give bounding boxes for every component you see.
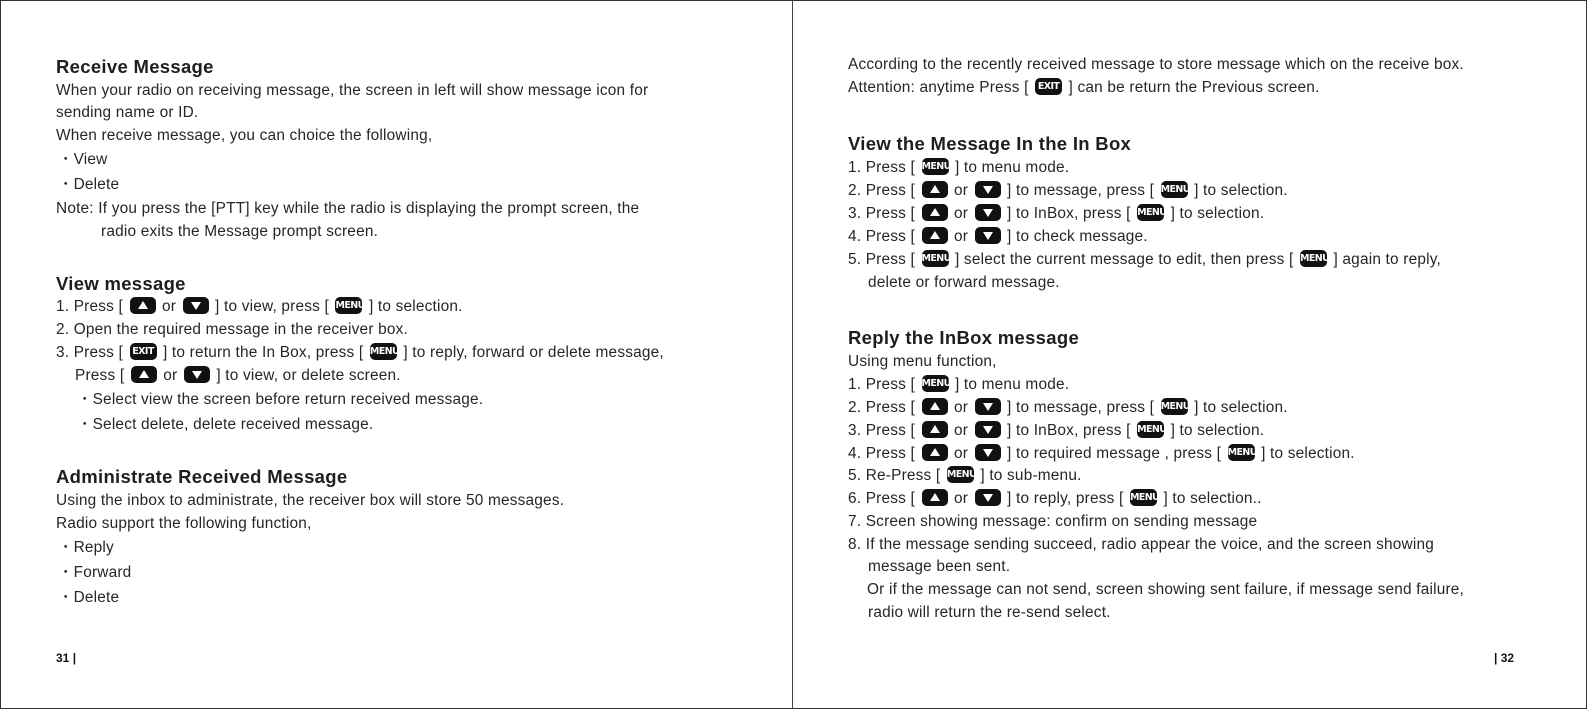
step-text: 5. Re-Press [ bbox=[848, 467, 941, 484]
reply-step-6 bbox=[848, 489, 1262, 509]
step-text: or bbox=[953, 205, 969, 222]
menu-key-icon bbox=[1299, 250, 1330, 267]
page-number-right: | 32 bbox=[1494, 651, 1515, 665]
step-text: ] to selection. bbox=[1170, 422, 1265, 439]
up-arrow-key-icon bbox=[922, 398, 948, 415]
step-text: 5. Press [ bbox=[848, 251, 916, 268]
step-text: or bbox=[953, 228, 969, 245]
down-arrow-key-icon bbox=[975, 489, 1001, 506]
menu-key-icon bbox=[946, 466, 977, 483]
view-bullet-select-view: ・Select view the screen before return received message. bbox=[77, 391, 484, 408]
view-bullet-select-delete: ・Select delete, delete received message. bbox=[77, 416, 374, 433]
administrate-line-2: Radio support the following function, bbox=[56, 515, 312, 532]
step-text: or bbox=[953, 422, 969, 439]
menu-key-icon bbox=[1161, 181, 1188, 198]
step-text: ] to InBox, press [ bbox=[1007, 205, 1131, 222]
down-arrow-key-icon bbox=[975, 398, 1001, 415]
view-step-3-continued bbox=[75, 366, 401, 386]
step-text: ] to selection. bbox=[1170, 205, 1265, 222]
down-arrow-key-icon bbox=[975, 444, 1001, 461]
menu-key-label: MENU bbox=[921, 253, 951, 264]
step-text: or bbox=[953, 399, 969, 416]
reply-step-1 bbox=[848, 375, 1069, 395]
step-text: 3. Press [ bbox=[848, 422, 916, 439]
reply-step-8-line-2: message been sent. bbox=[868, 558, 1011, 575]
step-text: 1. Press [ bbox=[848, 376, 916, 393]
reply-step-8: 8. If the message sending succeed, radio appear the voice, and the screen showing bbox=[848, 536, 1435, 553]
step-text: ] to selection. bbox=[368, 298, 463, 315]
step-text: ] can be return the Previous screen. bbox=[1068, 79, 1320, 96]
inbox-step-2 bbox=[848, 181, 1288, 201]
up-arrow-key-icon bbox=[922, 204, 948, 221]
step-text: 1. Press [ bbox=[56, 298, 124, 315]
step-text: ] to message, press [ bbox=[1007, 399, 1155, 416]
administrate-bullet-delete: ・Delete bbox=[58, 589, 120, 606]
step-text: ] to selection.. bbox=[1163, 490, 1262, 507]
step-text: ] to menu mode. bbox=[954, 159, 1070, 176]
step-text: 4. Press [ bbox=[848, 228, 916, 245]
menu-key-icon bbox=[1137, 204, 1167, 221]
menu-key-label: MENU bbox=[369, 346, 400, 357]
inbox-step-4 bbox=[848, 227, 1148, 247]
receive-bullet-view: ・View bbox=[58, 151, 108, 168]
step-text: ] to required message , press [ bbox=[1007, 445, 1222, 462]
step-text: Attention: anytime Press [ bbox=[848, 79, 1029, 96]
step-text: ] to check message. bbox=[1007, 228, 1148, 245]
receive-line-1: When your radio on receiving message, the screen in left will show message icon for bbox=[56, 82, 649, 99]
menu-key-icon bbox=[335, 297, 365, 314]
exit-key-icon bbox=[130, 343, 157, 360]
menu-key-label: MENU bbox=[946, 469, 977, 480]
step-text: ] select the current message to edit, then press [ bbox=[954, 251, 1294, 268]
step-text: ] to menu mode. bbox=[954, 376, 1070, 393]
exit-key-label: EXIT bbox=[1037, 81, 1060, 92]
store-line-1: According to the recently received message to store message which on the receive box. bbox=[848, 56, 1464, 73]
step-text: or bbox=[163, 367, 178, 384]
reply-step-4 bbox=[848, 444, 1355, 464]
down-arrow-key-icon bbox=[183, 297, 209, 314]
down-arrow-key-icon bbox=[184, 366, 210, 383]
step-text: 6. Press [ bbox=[848, 490, 916, 507]
inbox-step-5-continued: delete or forward message. bbox=[868, 274, 1060, 291]
administrate-bullet-reply: ・Reply bbox=[58, 539, 114, 556]
receive-bullet-delete: ・Delete bbox=[58, 176, 120, 193]
up-arrow-key-icon bbox=[922, 421, 948, 438]
step-text: ] to InBox, press [ bbox=[1007, 422, 1131, 439]
menu-key-icon bbox=[1228, 444, 1255, 461]
menu-key-icon bbox=[1129, 489, 1160, 506]
menu-key-label: MENU bbox=[1160, 184, 1190, 195]
reply-step-5 bbox=[848, 466, 1082, 486]
reply-intro: Using menu function, bbox=[848, 353, 997, 370]
down-arrow-key-icon bbox=[975, 227, 1001, 244]
menu-key-label: MENU bbox=[921, 378, 951, 389]
menu-key-icon bbox=[922, 250, 949, 267]
step-text: ] to message, press [ bbox=[1007, 182, 1155, 199]
view-step-2: 2. Open the required message in the receiver box. bbox=[56, 321, 409, 338]
menu-key-icon bbox=[1161, 398, 1188, 415]
step-text: or bbox=[953, 182, 969, 199]
administrate-line-1: Using the inbox to administrate, the receiver box will store 50 messages. bbox=[56, 492, 565, 509]
menu-key-label: MENU bbox=[1137, 424, 1167, 435]
step-text: 4. Press [ bbox=[848, 445, 916, 462]
up-arrow-key-icon bbox=[922, 181, 948, 198]
menu-key-label: MENU bbox=[1227, 447, 1257, 458]
step-text: ] to view, or delete screen. bbox=[216, 367, 401, 384]
receive-message-heading: Receive Message bbox=[56, 56, 214, 77]
receive-line-3: When receive message, you can choice the following, bbox=[56, 127, 433, 144]
down-arrow-key-icon bbox=[975, 204, 1001, 221]
left-page bbox=[56, 0, 756, 709]
reply-step-8-line-4: radio will return the re-send select. bbox=[868, 604, 1111, 621]
menu-key-label: MENU bbox=[1137, 207, 1167, 218]
up-arrow-key-icon bbox=[922, 489, 948, 506]
view-message-heading: View message bbox=[56, 273, 186, 294]
step-text: ] to reply, press [ bbox=[1007, 490, 1124, 507]
view-step-1 bbox=[56, 297, 463, 317]
view-inbox-heading: View the Message In the In Box bbox=[848, 133, 1132, 154]
down-arrow-key-icon bbox=[975, 181, 1001, 198]
reply-inbox-heading: Reply the InBox message bbox=[848, 327, 1080, 348]
receive-line-2: sending name or ID. bbox=[56, 104, 199, 121]
step-text: ] to selection. bbox=[1261, 445, 1355, 462]
step-text: ] to return the In Box, press [ bbox=[162, 344, 364, 361]
up-arrow-key-icon bbox=[130, 297, 156, 314]
receive-note-line-1: Note: If you press the [PTT] key while the radio is displaying the prompt screen, the bbox=[56, 200, 640, 217]
step-text: ] to selection. bbox=[1194, 399, 1288, 416]
step-text: ] to sub-menu. bbox=[980, 467, 1082, 484]
page-number-text: 32 bbox=[1500, 651, 1515, 665]
view-step-3 bbox=[56, 343, 664, 363]
menu-key-label: MENU bbox=[335, 300, 365, 311]
up-arrow-key-icon bbox=[922, 227, 948, 244]
step-text: ] to view, press [ bbox=[215, 298, 329, 315]
menu-key-icon bbox=[922, 158, 949, 175]
menu-key-icon bbox=[369, 343, 400, 360]
inbox-step-5 bbox=[848, 250, 1441, 270]
receive-note-line-2: radio exits the Message prompt screen. bbox=[101, 223, 379, 240]
step-text: Press [ bbox=[75, 367, 125, 384]
up-arrow-key-icon bbox=[922, 444, 948, 461]
step-text: 2. Press [ bbox=[848, 399, 916, 416]
administrate-bullet-forward: ・Forward bbox=[58, 564, 132, 581]
menu-key-label: MENU bbox=[921, 161, 951, 172]
step-text: 1. Press [ bbox=[848, 159, 916, 176]
step-text: ] to selection. bbox=[1194, 182, 1288, 199]
right-page bbox=[848, 0, 1548, 709]
step-text: or bbox=[953, 445, 969, 462]
reply-step-8-line-3: Or if the message can not send, screen showing sent failure, if message send failure, bbox=[867, 581, 1465, 598]
exit-key-icon bbox=[1035, 78, 1062, 95]
reply-step-7: 7. Screen showing message: confirm on sending message bbox=[848, 513, 1258, 530]
administrate-heading: Administrate Received Message bbox=[56, 466, 348, 487]
step-text: or bbox=[953, 490, 969, 507]
inbox-step-3 bbox=[848, 204, 1264, 224]
exit-key-label: EXIT bbox=[132, 346, 154, 357]
reply-step-2 bbox=[848, 398, 1288, 418]
menu-key-icon bbox=[922, 375, 949, 392]
menu-key-label: MENU bbox=[1129, 492, 1160, 503]
down-arrow-key-icon bbox=[975, 421, 1001, 438]
step-text: 2. Press [ bbox=[848, 182, 916, 199]
menu-key-icon bbox=[1137, 421, 1167, 438]
step-text: ] again to reply, bbox=[1333, 251, 1441, 268]
step-text: or bbox=[161, 298, 177, 315]
reply-step-3 bbox=[848, 421, 1264, 441]
up-arrow-key-icon bbox=[131, 366, 157, 383]
inbox-step-1 bbox=[848, 158, 1069, 178]
step-text: 3. Press [ bbox=[848, 205, 916, 222]
attention-line bbox=[848, 78, 1320, 98]
page-number-text: 31 bbox=[56, 651, 70, 665]
menu-key-label: MENU bbox=[1299, 253, 1330, 264]
page-spine-divider bbox=[792, 0, 793, 709]
step-text: 3. Press [ bbox=[56, 344, 124, 361]
step-text: ] to reply, forward or delete message, bbox=[403, 344, 664, 361]
menu-key-label: MENU bbox=[1160, 401, 1190, 412]
page-number-left: 31 | bbox=[56, 651, 77, 665]
